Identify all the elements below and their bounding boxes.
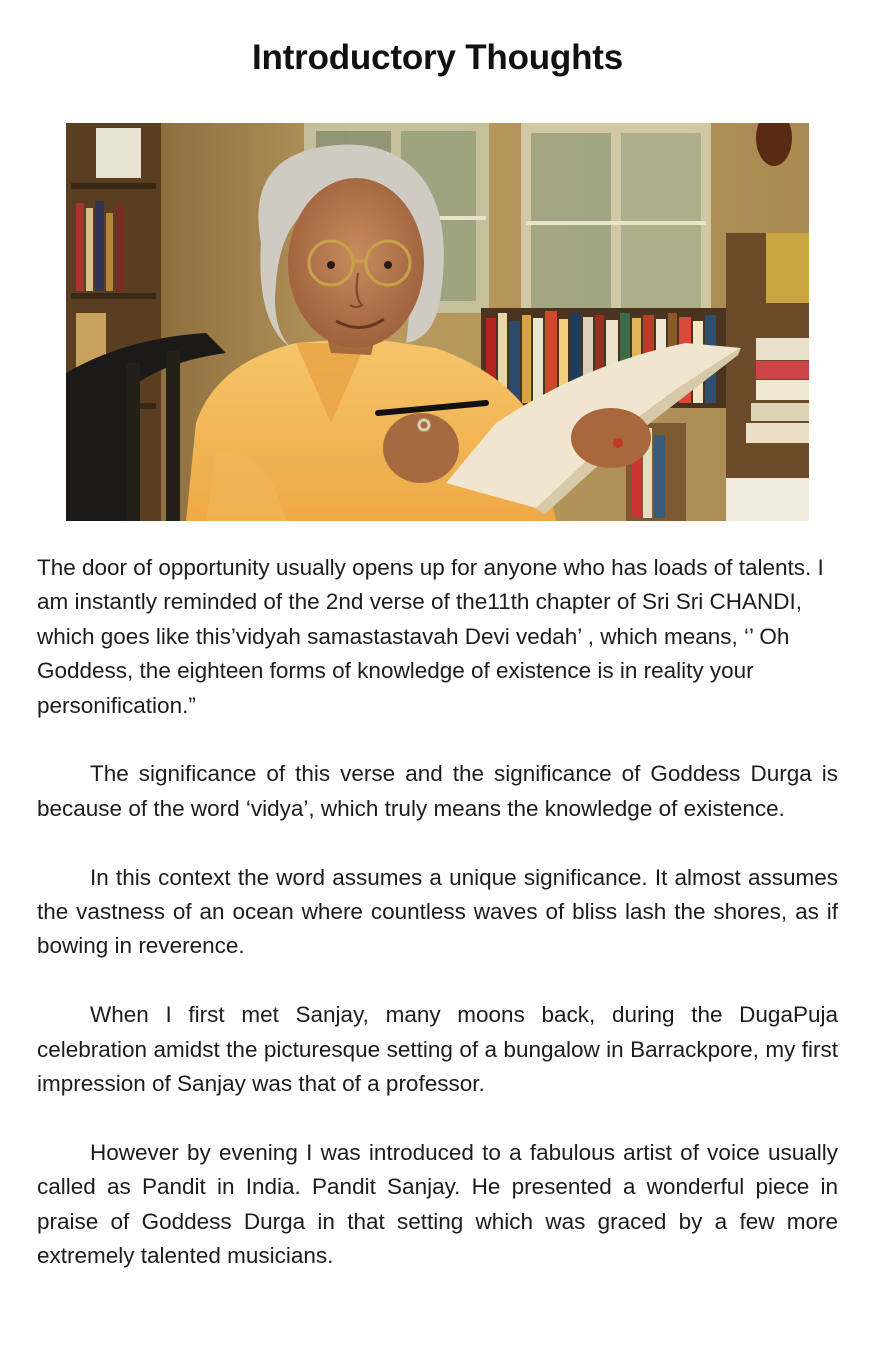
portrait-photo xyxy=(66,123,809,521)
paragraph-opening: The door of opportunity usually opens up for anyone who has loads of talents. I am instantly reminded of the 2nd verse of the11th chapter of Sri Sri CHANDI, which goes like this’vidyah samastastavah Devi vedah’ , which means, ‘’ Oh Goddess, the eighteen forms of knowledge of existence is in reality your personification.” xyxy=(37,555,824,718)
paragraph-first-meeting: When I first met Sanjay, many moons back, during the DugaPuja celebration amidst the picturesque setting of a bungalow in Barrackpore, my first impression of Sanjay was that of a professor. xyxy=(37,1002,838,1097)
article-body xyxy=(37,551,838,1308)
paragraph-context: In this context the word assumes a unique significance. It almost assumes the vastness of an ocean where countless waves of bliss lash the shores, as if bowing in reverence. xyxy=(37,864,838,959)
page-title: Introductory Thoughts xyxy=(251,38,624,77)
paragraph-evening: However by evening I was introduced to a fabulous artist of voice usually called as Pandit in India. Pandit Sanjay. He presented a wonderful piece in praise of Goddess Durga in that setting which was graced by a few more extremely talented musicians. xyxy=(37,1139,838,1269)
paragraph-significance: The significance of this verse and the significance of Goddess Durga is because of the word ‘vidya’, which truly means the knowledge of existence. xyxy=(37,761,838,821)
